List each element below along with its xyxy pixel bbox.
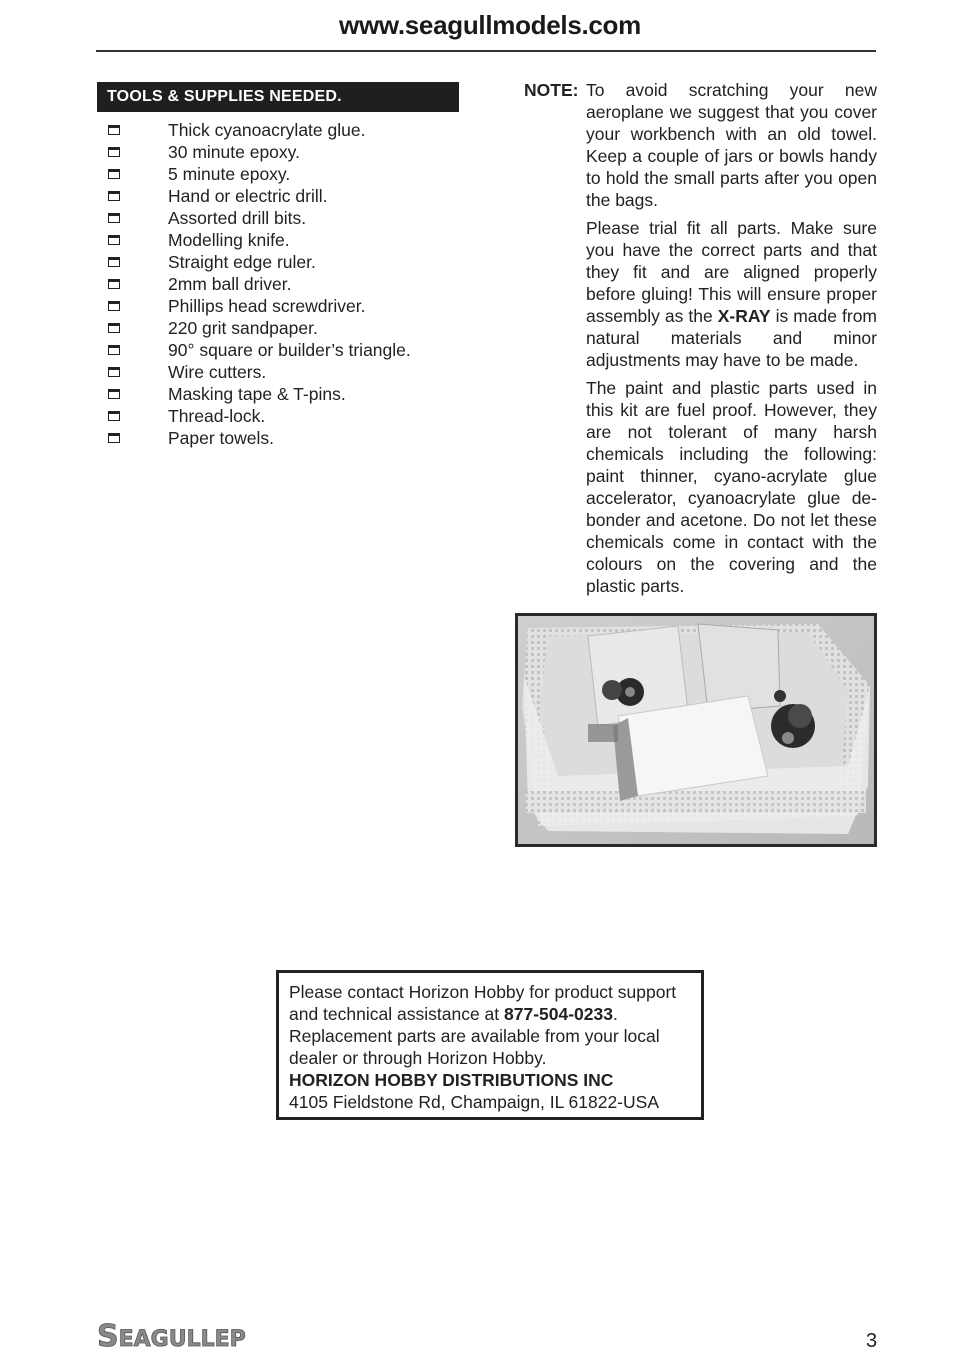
checkbox[interactable] [108,257,120,267]
contact-line-2-end: . [612,1004,618,1024]
checkbox[interactable] [108,301,120,311]
tools-list-item [108,317,411,339]
tools-list-label: 220 grit sandpaper. [168,318,318,338]
tools-list-label: Thick cyanoacrylate glue. [168,120,366,140]
tools-heading: TOOLS & SUPPLIES NEEDED. [97,82,459,112]
tools-list-item [108,251,411,273]
note-p2-text-end: is made from natural materials and minor adjustments may have to be made. [586,306,877,370]
note-paragraph-2 [586,217,877,371]
support-contact-box [276,970,704,1120]
tools-list-label: 90° square or builder’s triangle. [168,340,411,360]
company-address: 4105 Fieldstone Rd, Champaign, IL 61822-USA [289,1092,659,1112]
tools-checklist [108,119,411,449]
model-name: X-RAY [717,306,771,326]
checkbox[interactable] [108,169,120,179]
contact-line-4: dealer or through Horizon Hobby. [289,1048,547,1068]
tools-list-item [108,295,411,317]
company-name: HORIZON HOBBY DISTRIBUTIONS INC [289,1070,614,1090]
tools-list-item [108,229,411,251]
checkbox[interactable] [108,125,120,135]
contact-line-1: Please contact Horizon Hobby for product support [289,982,677,1002]
checkbox[interactable] [108,323,120,333]
tools-list-label: Hand or electric drill. [168,186,328,206]
note-p2-text: Please trial fit all parts. Make sure you have the correct parts and that they fit and are aligned properly before gluing! This will ensure proper assembly as the [586,218,877,326]
tools-list-item [108,427,411,449]
note-paragraph-3: The paint and plastic parts used in this kit are fuel proof. However, they are not tolerant of many harsh chemicals including the following: paint thinner, cyano-acrylate glue accelerator, cyanoacrylate glue de-bonder and acetone. Do not let these chemicals come in contact with the colours on the covering and the plastic parts. [586,378,877,596]
tools-list-label: Modelling knife. [168,230,290,250]
support-phone: 877-504-0233 [504,1004,613,1024]
checkbox[interactable] [108,367,120,377]
tools-list-item [108,361,411,383]
tools-list-label: 5 minute epoxy. [168,164,291,184]
contact-line-3: Replacement parts are available from your local [289,1026,660,1046]
tools-list-item [108,185,411,207]
note-paragraph-1: To avoid scratching your new aeroplane we suggest that you cover your workbench with an old towel. Keep a couple of jars or bowls handy to hold the small parts after you open the bags. [586,80,877,210]
checkbox[interactable] [108,235,120,245]
brand-wordmark: EAGULLEP [118,1327,246,1352]
checkbox[interactable] [108,191,120,201]
checkbox[interactable] [108,411,120,421]
tools-list-label: Phillips head screwdriver. [168,296,366,316]
tools-list-label: 2mm ball driver. [168,274,292,294]
tools-list-label: Paper towels. [168,428,275,448]
tools-list-item [108,339,411,361]
checkbox[interactable] [108,389,120,399]
tools-list-item [108,405,411,427]
tools-list-item [108,383,411,405]
svg-text:SEAGULLEP: SEAGULLEP [97,1319,246,1354]
site-url: www.seagullmodels.com [339,10,641,40]
checkbox[interactable] [108,213,120,223]
checkbox[interactable] [108,279,120,289]
tools-list-item [108,119,411,141]
tools-list-label: Straight edge ruler. [168,252,316,272]
tools-list-label: Masking tape & T-pins. [168,384,346,404]
seagull-ep-logo [97,1316,246,1355]
checkbox[interactable] [108,433,120,443]
page-number: 3 [866,1330,878,1352]
tools-list-label: Assorted drill bits. [168,208,307,228]
parts-basket-photo [515,613,877,847]
tools-list-label: Thread-lock. [168,406,266,426]
contact-line-2 [289,1003,691,1025]
tools-list-label: Wire cutters. [168,362,267,382]
tools-list-item [108,163,411,185]
tools-list-label: 30 minute epoxy. [168,142,300,162]
tools-list-item [108,207,411,229]
note-label: NOTE: [524,80,579,100]
checkbox[interactable] [108,147,120,157]
parts-basket-illustration [518,616,874,844]
header-divider [96,50,876,52]
tools-list-item [108,141,411,163]
tools-list-item [108,273,411,295]
checkbox[interactable] [108,345,120,355]
note-text [586,79,877,603]
contact-line-2-text: and technical assistance at [289,1004,504,1024]
